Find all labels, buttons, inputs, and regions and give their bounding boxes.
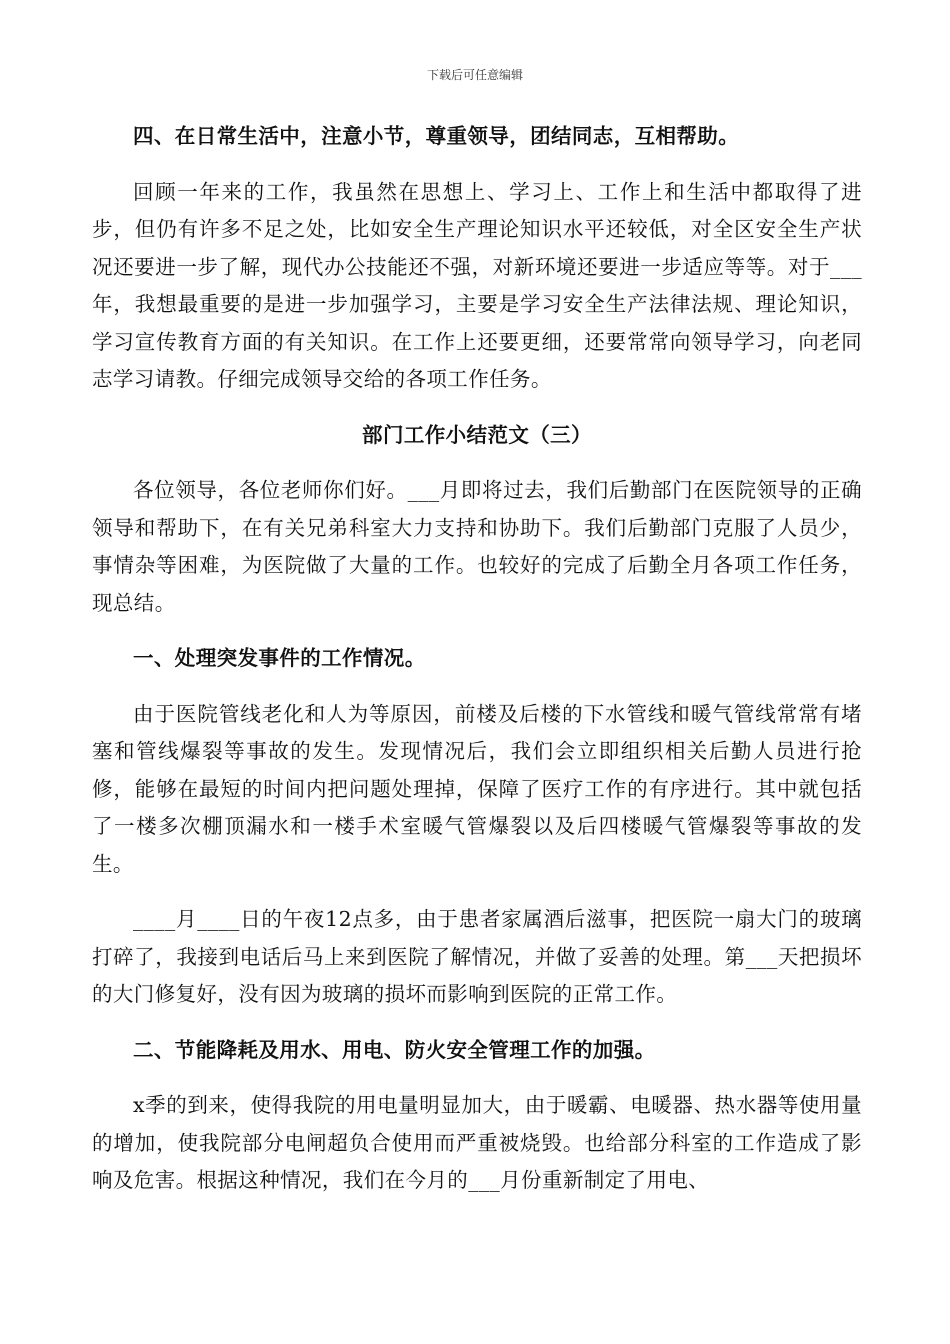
- section-heading-4: 四、在日常生活中，注意小节，尊重领导，团结同志，互相帮助。: [133, 124, 740, 148]
- paragraph-incident: ____月____日的午夜12点多，由于患者家属酒后滋事，把医院一扇大门的玻璃打碎了，我接到电话后马上来到医院了解情况，并做了妥善的处理。第___天把损坏的大门修复好，没有因为玻璃的损坏而影响到医院的正常工作。: [92, 907, 862, 1006]
- page-header: 下载后可任意编辑: [426, 68, 523, 82]
- paragraph-review: 回顾一年来的工作，我虽然在思想上、学习上、工作上和生活中都取得了进步，但仍有许多不足之处，比如安全生产理论知识水平还较低，对全区安全生产状况还要进一步了解，现代办公技能还不强，对新环境还要进一步适应等等。对于___年，我想最重要的是进一步加强学习，主要是学习安全生产法律法规、理论知识，学习宣传教育方面的有关知识。在工作上还要更细，还要常常向领导学习，向老同志学习请教。仔细完成领导交给的各项工作任务。: [92, 179, 862, 391]
- paragraph-emergency: 由于医院管线老化和人为等原因，前楼及后楼的下水管线和暖气管线常常有堵塞和管线爆裂等事故的发生。发现情况后，我们会立即组织相关后勤人员进行抢修，能够在最短的时间内把问题处理掉，保障了医疗工作的有序进行。其中就包括了一楼多次棚顶漏水和一楼手术室暖气管爆裂以及后四楼暖气管爆裂等事故的发生。: [92, 701, 862, 876]
- paragraph-energy: x季的到来，使得我院的用电量明显加大，由于暖霸、电暖器、热水器等使用量的增加，使我院部分电闸超负合使用而严重被烧毁。也给部分科室的工作造成了影响及危害。根据这种情况，我们在今月的___月份重新制定了用电、: [92, 1093, 862, 1192]
- section-heading-1: 一、处理突发事件的工作情况。: [133, 646, 426, 670]
- section-heading-2: 二、节能降耗及用水、用电、防火安全管理工作的加强。: [133, 1037, 656, 1062]
- document-body: [92, 118, 862, 1218]
- paragraph-intro: 各位领导，各位老师你们好。___月即将过去，我们后勤部门在医院领导的正确领导和帮助下，在有关兄弟科室大力支持和协助下。我们后勤部门克服了人员少，事情杂等困难，为医院做了大量的工作。也较好的完成了后勤全月各项工作任务，现总结。: [92, 478, 862, 615]
- document-title: 部门工作小结范文（三）: [362, 422, 592, 447]
